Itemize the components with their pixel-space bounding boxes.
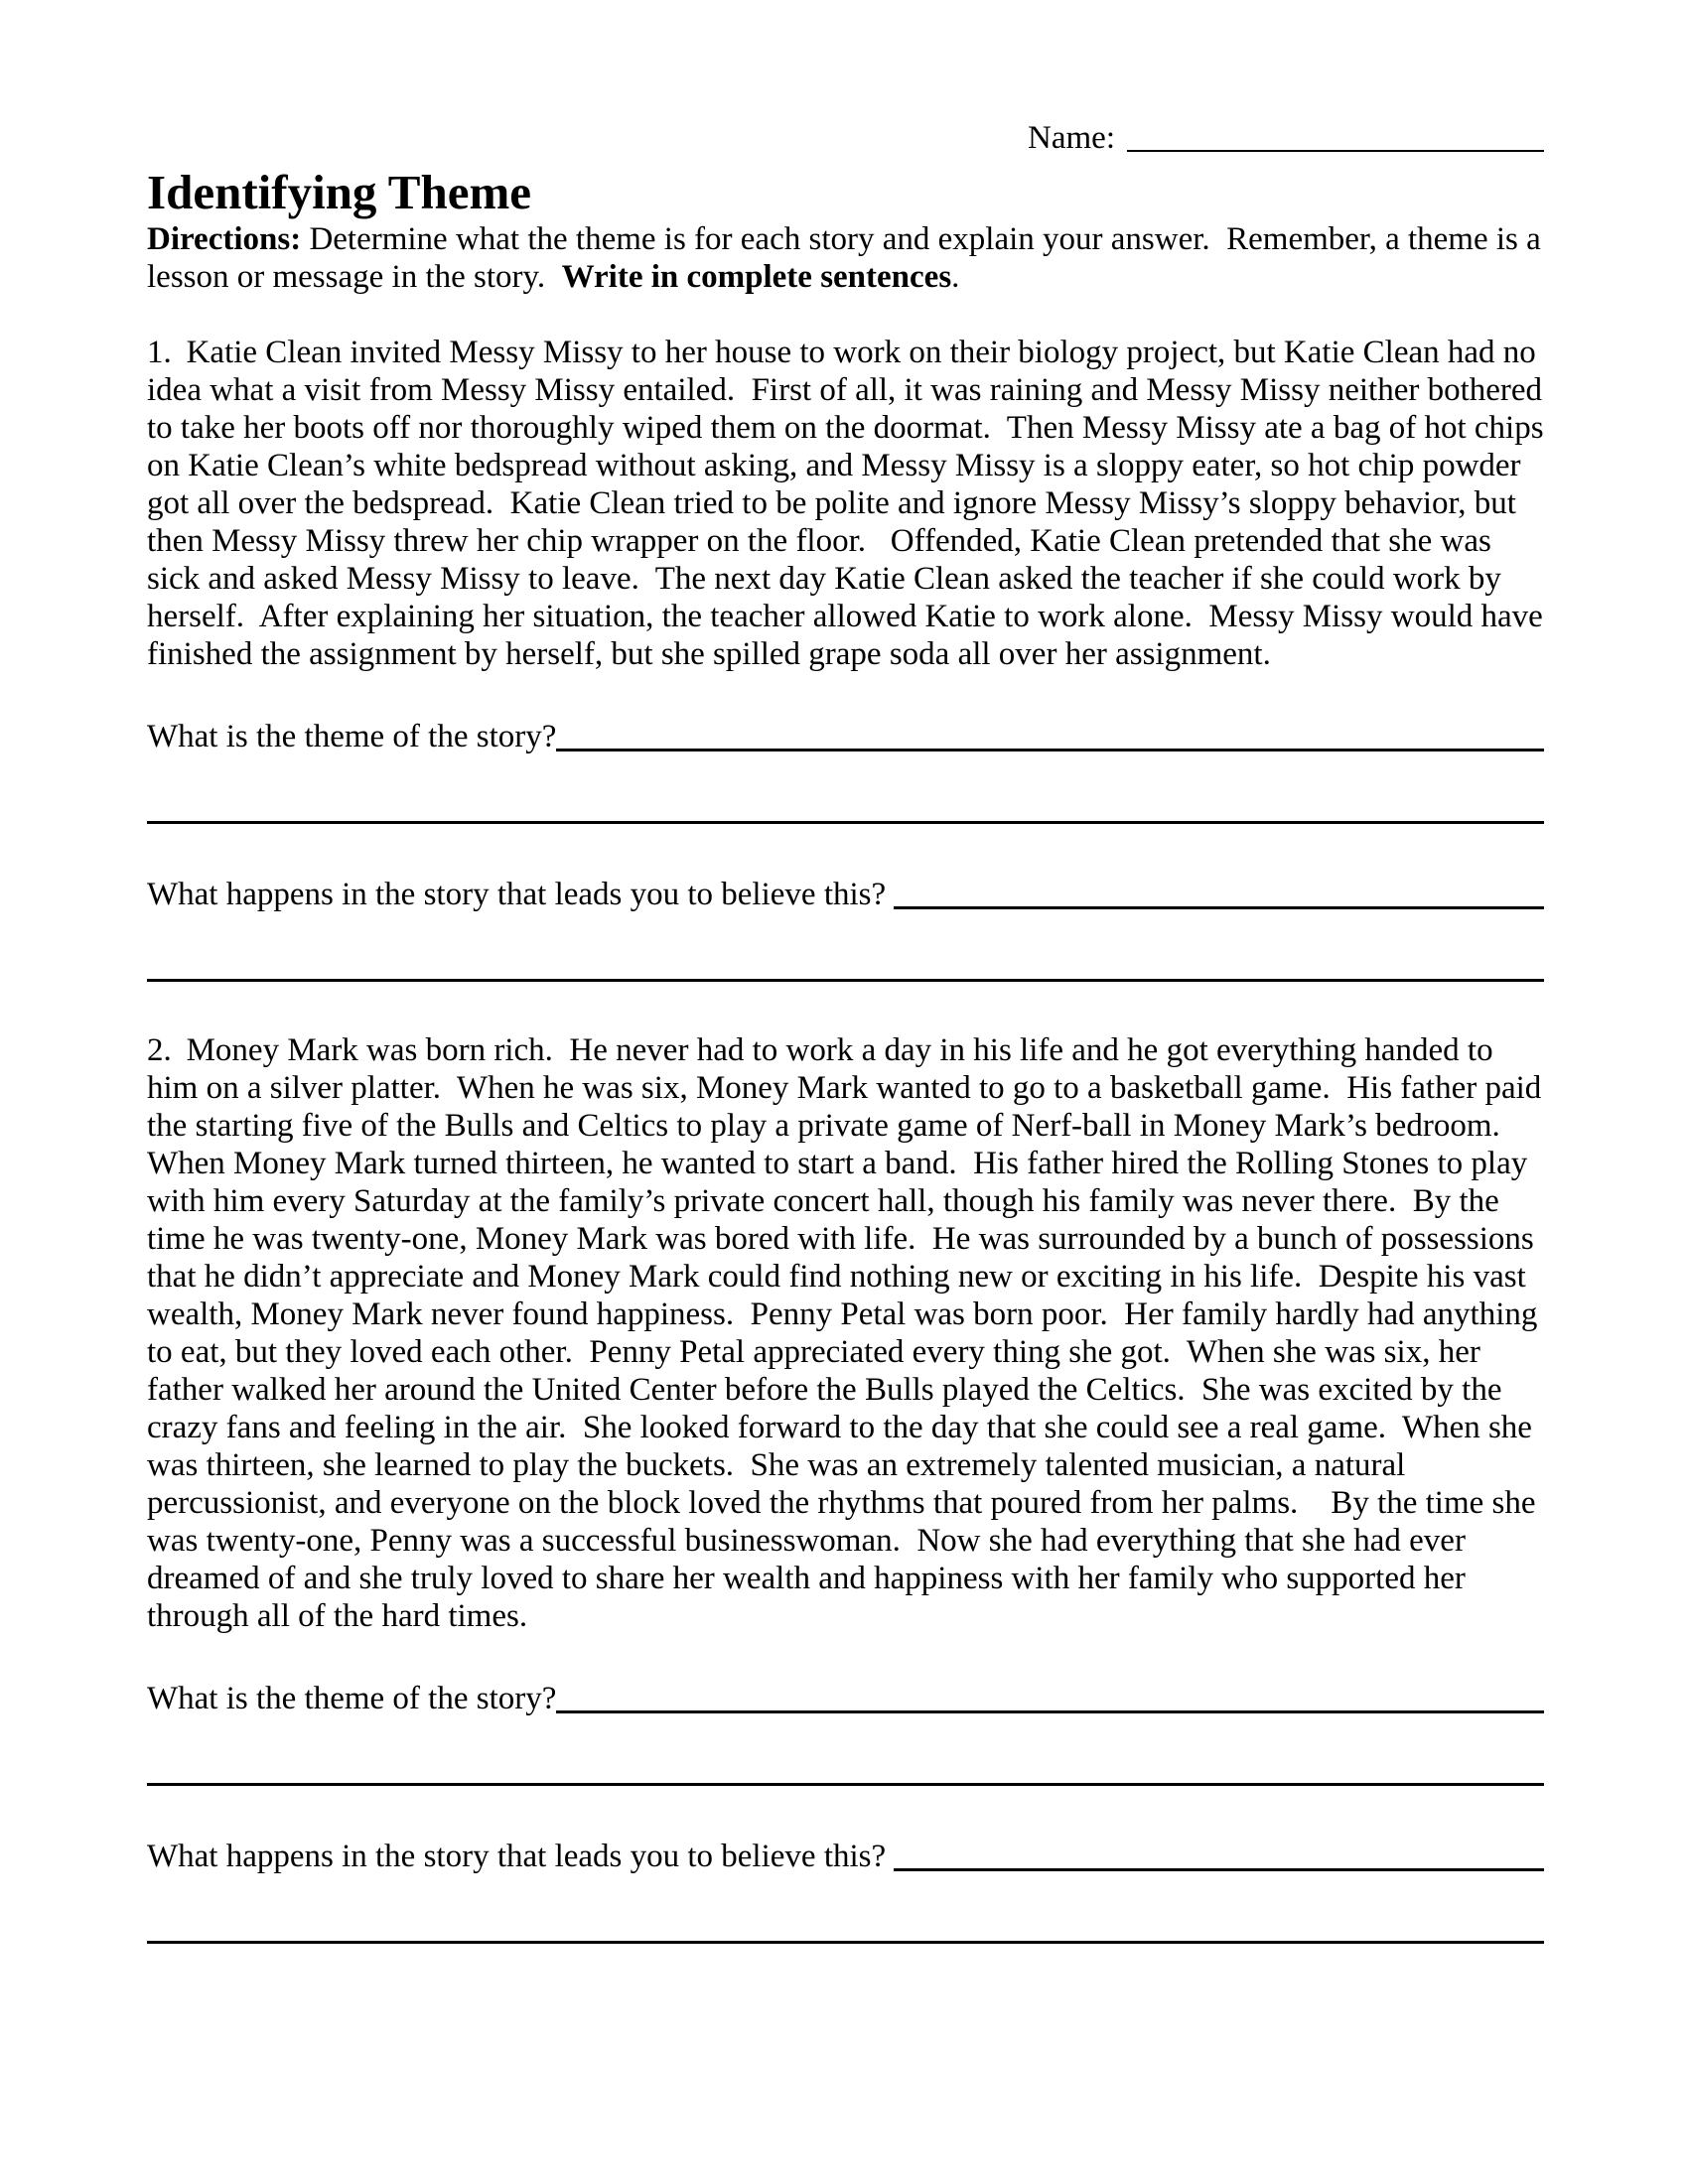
story-1-theme-answer-blank	[556, 749, 1544, 751]
directions-emphasis: Write in complete sentences	[561, 259, 952, 295]
story-2-number: 2.	[147, 1032, 172, 1068]
story-1-number: 1.	[147, 335, 172, 370]
directions-period: .	[951, 259, 960, 295]
story-1-section	[147, 334, 1552, 982]
story-1-paragraph	[147, 334, 1552, 673]
directions-text: Determine what the theme is for each story and explain your answer. Remember, a theme is a lesson or message in the story.	[147, 221, 1550, 295]
story-1-theme-question-row	[147, 718, 1544, 755]
story-1-evidence-answer-line-2	[147, 979, 1544, 982]
story-1-evidence-answer-blank	[894, 906, 1544, 909]
story-2-evidence-answer-line-2	[147, 1941, 1544, 1944]
story-2-evidence-question-row	[147, 1838, 1544, 1875]
story-1-evidence-question-row	[147, 876, 1544, 913]
page-title: Identifying Theme	[147, 165, 532, 219]
story-2-theme-question-row	[147, 1680, 1544, 1717]
name-row	[147, 119, 1544, 157]
name-label: Name:	[1028, 120, 1115, 156]
directions-paragraph	[147, 220, 1550, 296]
name-blank-line	[1127, 150, 1544, 152]
story-2-theme-question-label: What is the theme of the story?	[147, 1681, 557, 1716]
story-2-text: Money Mark was born rich. He never had to work a day in his life and he got everything handed to him on a silver platter. When he was six, Money Mark wanted to go to a basketball game. His father paid the starting five of the Bulls and Celtics to play a private game of Nerf-ball in Money Mark’s bedroom. When Money Mark turned thirteen, he wanted to start a band. His father hired the Rolling Stones to play with him every Saturday at the family’s private concert hall, though his family was never there. By the time he was twenty-one, Money Mark was bored with life. He was surrounded by a bunch of possessions that he didn’t appreciate and Money Mark could find nothing new or exciting in his life. Despite his vast wealth, Money Mark never found happiness. Penny Petal was born poor. Her family hardly had anything to eat, but they loved each other. Penny Petal appreciated every thing she got. When she was six, her father walked her around the United Center before the Bulls played the Celtics. She was excited by the crazy fans and feeling in the air. She looked forward to the day that she could see a real game. When she was thirteen, she learned to play the buckets. She was an extremely talented musician, a natural percussionist, and everyone on the block loved the rhythms that poured from her palms. By the time she was twenty-one, Penny was a successful businesswoman. Now she had everything that she had ever dreamed of and she truly loved to share her wealth and happiness with her family who supported her through all of the hard times.	[147, 1032, 1550, 1634]
story-1-text: Katie Clean invited Messy Missy to her house to work on their biology project, but Katie Clean had no idea what a visit from Messy Missy entailed. First of all, it was raining and Messy Missy neither bothered to take her boots off nor thoroughly wiped them on the doormat. Then Messy Missy ate a bag of hot chips on Katie Clean’s white bedspread without asking, and Messy Missy is a sloppy eater, so hot chip powder got all over the bedspread. Katie Clean tried to be polite and ignore Messy Missy’s sloppy behavior, but then Messy Missy threw her chip wrapper on the floor. Offended, Katie Clean pretended that she was sick and asked Messy Missy to leave. The next day Katie Clean asked the teacher if she could work by herself. After explaining her situation, the teacher allowed Katie to work alone. Messy Missy would have finished the assignment by herself, but she spilled grape soda all over her assignment.	[147, 335, 1552, 672]
story-2-section	[147, 1031, 1550, 1944]
story-1-theme-answer-line-2	[147, 821, 1544, 824]
story-2-paragraph	[147, 1031, 1550, 1635]
story-2-evidence-answer-blank	[894, 1868, 1544, 1871]
story-2-theme-answer-line-2	[147, 1783, 1544, 1786]
story-2-evidence-question-label: What happens in the story that leads you to believe this?	[147, 1839, 895, 1874]
story-1-theme-question-label: What is the theme of the story?	[147, 719, 557, 754]
story-2-theme-answer-blank	[556, 1710, 1544, 1713]
directions-label: Directions:	[147, 221, 302, 257]
story-1-evidence-question-label: What happens in the story that leads you to believe this?	[147, 877, 895, 912]
